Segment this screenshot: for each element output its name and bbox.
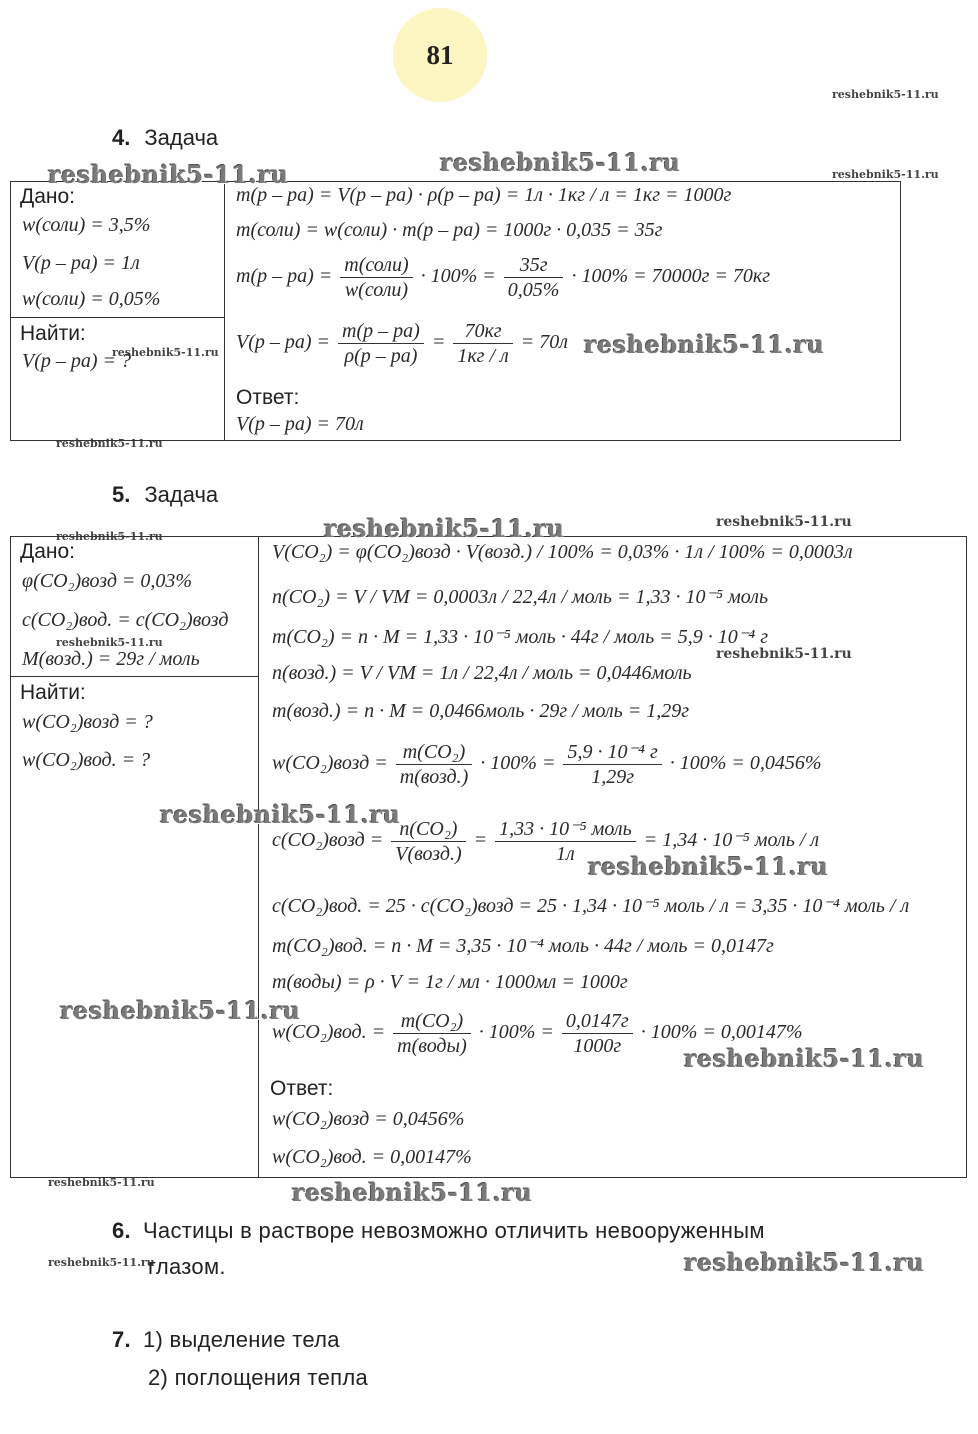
task5-given-separator <box>10 676 258 677</box>
denominator: ρ(р – ра) <box>344 345 418 367</box>
numerator: 0,0147г <box>562 1009 633 1034</box>
denominator: 0,05% <box>507 279 560 301</box>
task5-header <box>112 482 218 508</box>
lhs: m(р – ра) = <box>236 265 333 288</box>
mid: · 100% = <box>420 265 496 288</box>
task5-formula: c(CO₂)вод. = 25 · c(CO₂)возд = 25 · 1,34 · 10⁻⁵ моль / л = 3,35 · 10⁻⁴ моль / л <box>272 895 910 917</box>
rhs: = 70л <box>520 331 568 354</box>
task7-line1 <box>112 1327 340 1353</box>
task5-formula: n(возд.) = V / VM = 1л / 22,4л / моль = 0,0446моль <box>272 662 692 684</box>
watermark: reshebnik5-11.ru <box>324 514 565 543</box>
task5-find-item: w(CO₂)вод. = ? <box>22 749 151 771</box>
watermark-small: reshebnik5-11.ru <box>48 1176 155 1189</box>
task7-number: 7. <box>112 1327 131 1352</box>
task5-formula: V(CO₂) = φ(CO₂)возд · V(возд.) / 100% = 0,03% · 1л / 100% = 0,0003л <box>272 541 853 563</box>
task6-line2: глазом. <box>148 1254 226 1279</box>
fraction <box>453 319 512 368</box>
watermark: reshebnik5-11.ru <box>684 1248 925 1277</box>
task4-given-item: V(р – ра) = 1л <box>22 252 140 274</box>
watermark-small: reshebnik5-11.ru <box>832 88 939 101</box>
rhs: = 1,34 · 10⁻⁵ моль / л <box>643 829 820 852</box>
task4-answer-label: Ответ: <box>236 386 300 409</box>
lhs: V(р – ра) = <box>236 331 331 354</box>
task4-answer: V(р – ра) = 70л <box>236 413 364 435</box>
watermark-small: reshebnik5-11.ru <box>716 646 852 662</box>
task4-given-separator <box>10 317 224 318</box>
task5-answer: w(CO₂)возд = 0,0456% <box>272 1108 465 1130</box>
watermark: reshebnik5-11.ru <box>292 1178 533 1207</box>
task6-line1 <box>112 1218 872 1244</box>
denominator: m(воды) <box>397 1035 467 1057</box>
numerator: 1,33 · 10⁻⁵ моль <box>495 817 636 842</box>
rhs: · 100% = 0,0456% <box>669 752 822 775</box>
watermark-small: reshebnik5-11.ru <box>56 437 163 450</box>
task5-formula: m(CO₂) = n · M = 1,33 · 10⁻⁵ моль · 44г / моль = 5,9 · 10⁻⁴ г <box>272 626 769 648</box>
task4-divider <box>224 181 225 441</box>
task5-divider <box>258 536 259 1178</box>
task5-title: Задача <box>144 482 219 507</box>
task4-given-label: Дано: <box>20 185 76 208</box>
task4-find-item: V(р – ра) = ? <box>22 350 132 372</box>
watermark: reshebnik5-11.ru <box>684 1044 925 1073</box>
watermark: reshebnik5-11.ru <box>60 996 301 1025</box>
fraction <box>338 319 424 368</box>
denominator: 1000г <box>573 1035 622 1057</box>
task5-find-item: w(CO₂)возд = ? <box>22 711 153 733</box>
task5-answer: w(CO₂)вод. = 0,00147% <box>272 1146 472 1168</box>
denominator: 1л <box>556 843 575 865</box>
numerator: 5,9 · 10⁻⁴ г <box>563 740 661 765</box>
fraction <box>562 1009 633 1058</box>
eq: = <box>431 331 446 354</box>
watermark: reshebnik5-11.ru <box>440 148 681 177</box>
task4-given-item: w(соли) = 0,05% <box>22 288 161 310</box>
eq: = <box>473 829 488 852</box>
task4-formula-fraction <box>236 253 770 302</box>
denominator: 1кг / л <box>457 345 509 367</box>
task4-find-label: Найти: <box>20 322 86 345</box>
task5-answer-label: Ответ: <box>270 1077 334 1100</box>
lhs: w(CO₂)вод. = <box>272 1021 386 1044</box>
task5-find-label: Найти: <box>20 681 86 704</box>
watermark-small: reshebnik5-11.ru <box>832 168 939 181</box>
task7-item: 2) поглощения тепла <box>148 1365 368 1390</box>
task4-header <box>112 125 218 151</box>
fraction <box>393 1009 471 1058</box>
task5-given-item: M(возд.) = 29г / моль <box>22 648 200 670</box>
task5-given-item: φ(CO₂)возд = 0,03% <box>22 570 193 592</box>
task4-formula: m(соли) = w(соли) · m(р – ра) = 1000г · 0,035 = 35г <box>236 219 663 241</box>
watermark-small: reshebnik5-11.ru <box>56 530 163 543</box>
fraction <box>563 740 661 789</box>
rhs: · 100% = 0,00147% <box>640 1021 803 1044</box>
page-number: 81 <box>393 8 487 102</box>
denominator: V(возд.) <box>395 843 462 865</box>
task5-formula: m(воды) = ρ · V = 1г / мл · 1000мл = 1000г <box>272 971 628 993</box>
task4-formula-fraction <box>236 319 568 368</box>
watermark: reshebnik5-11.ru <box>160 800 401 829</box>
task5-formula: m(CO₂)вод. = n · M = 3,35 · 10⁻⁴ моль · 44г / моль = 0,0147г <box>272 935 774 957</box>
watermark-small: reshebnik5-11.ru <box>716 514 852 530</box>
fraction <box>396 740 473 789</box>
task4-formula: m(р – ра) = V(р – ра) · ρ(р – ра) = 1л · 1кг / л = 1кг = 1000г <box>236 184 732 206</box>
watermark-small: reshebnik5-11.ru <box>56 636 163 649</box>
rhs: · 100% = 70000г = 70кг <box>571 265 771 288</box>
lhs: w(CO₂)возд = <box>272 752 388 775</box>
task4-given-item: w(соли) = 3,5% <box>22 214 151 236</box>
watermark-small: reshebnik5-11.ru <box>48 1256 155 1269</box>
denominator: 1,29г <box>591 766 634 788</box>
fraction <box>340 253 412 302</box>
fraction <box>504 253 564 302</box>
watermark: reshebnik5-11.ru <box>584 330 825 359</box>
denominator: m(возд.) <box>399 766 469 788</box>
numerator: m(CO₂) <box>393 1009 471 1034</box>
task6-text: Частицы в растворе невозможно отличить невооруженным <box>142 1218 765 1243</box>
task5-formula: m(возд.) = n · M = 0,0466моль · 29г / моль = 1,29г <box>272 700 690 722</box>
task7-item: 1) выделение тела <box>142 1327 340 1352</box>
task4-number: 4. <box>112 125 131 150</box>
watermark: reshebnik5-11.ru <box>48 160 289 189</box>
fraction <box>391 817 465 866</box>
numerator: 35г <box>504 253 564 278</box>
numerator: 70кг <box>453 319 512 344</box>
mid: · 100% = <box>480 752 556 775</box>
task5-given-label: Дано: <box>20 540 76 563</box>
task4-title: Задача <box>144 125 219 150</box>
watermark: reshebnik5-11.ru <box>588 852 829 881</box>
task5-number: 5. <box>112 482 131 507</box>
task5-formula-fraction <box>272 740 822 789</box>
task6-number: 6. <box>112 1218 131 1243</box>
numerator: m(CO₂) <box>396 740 473 765</box>
numerator: m(р – ра) <box>338 319 424 344</box>
mid: · 100% = <box>478 1021 554 1044</box>
numerator: m(соли) <box>340 253 412 278</box>
watermark-small: reshebnik5-11.ru <box>112 346 219 359</box>
task5-formula: n(CO₂) = V / VM = 0,0003л / 22,4л / моль = 1,33 · 10⁻⁵ моль <box>272 586 769 608</box>
task5-given-item: c(CO₂)вод. = c(CO₂)возд <box>22 609 229 631</box>
denominator: w(соли) <box>344 279 409 301</box>
numerator: n(CO₂) <box>391 817 465 842</box>
lhs: c(CO₂)возд = <box>272 829 384 852</box>
